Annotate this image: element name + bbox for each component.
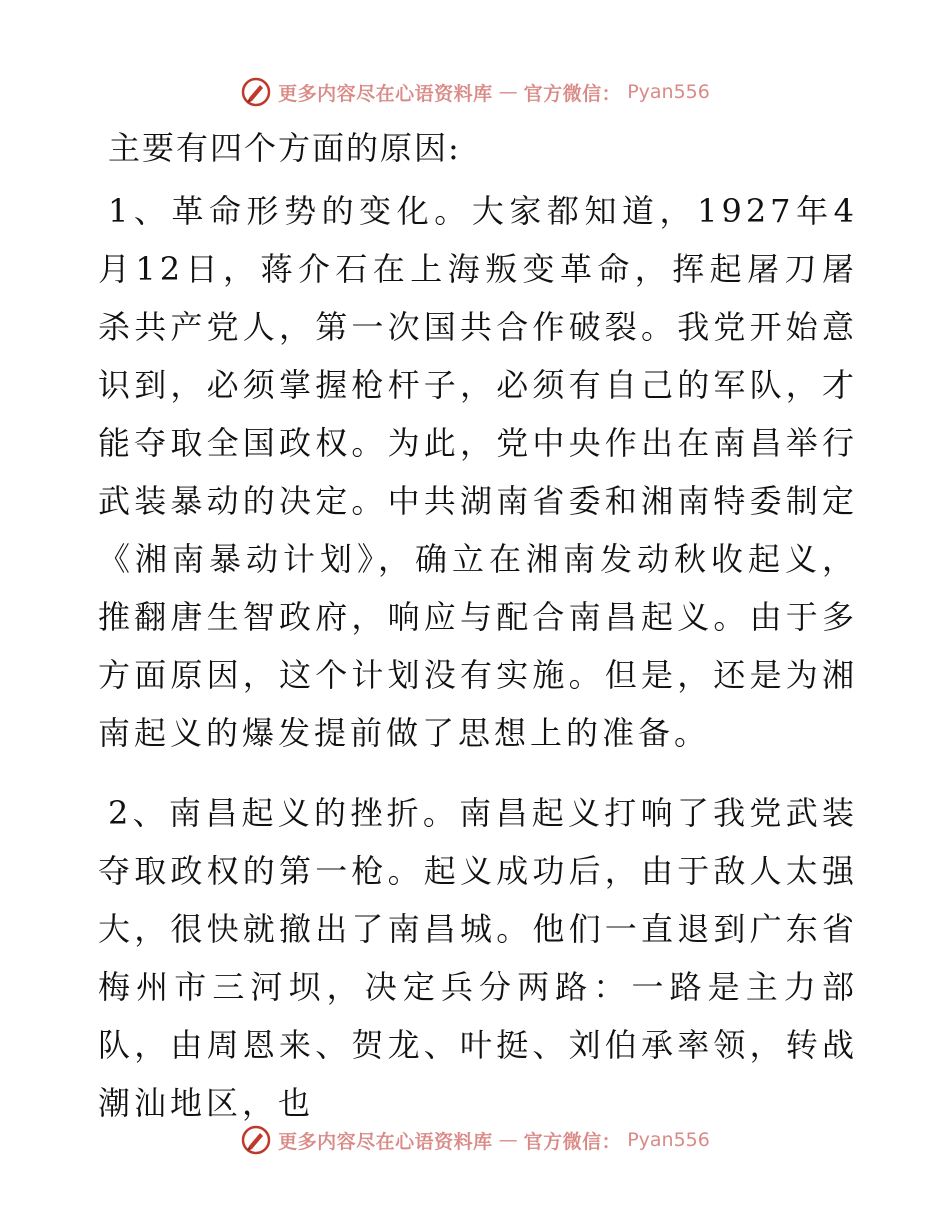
watermark-account-id: Pyan556 (627, 1129, 710, 1151)
watermark-separator: — (498, 1129, 518, 1151)
watermark-separator: — (498, 81, 518, 103)
header-watermark (0, 72, 950, 112)
footer-watermark (0, 1120, 950, 1160)
document-heading: 主要有四个方面的原因: (108, 129, 461, 167)
watermark-site-text: 更多内容尽在心语资料库 (278, 1130, 493, 1153)
watermark-site-text: 更多内容尽在心语资料库 (278, 82, 493, 105)
watermark-account-label: 官方微信： (523, 1130, 622, 1153)
pen-logo-icon (240, 1124, 272, 1156)
watermark-account-id: Pyan556 (627, 81, 710, 103)
watermark-account-label: 官方微信： (523, 82, 622, 105)
document-body (98, 122, 858, 1154)
paragraph-1: 1、革命形势的变化。大家都知道，1927年4月12日，蒋介石在上海叛变革命，挥起屠刀屠杀共产党人，第一次国共合作破裂。我党开始意识到，必须掌握枪杆子，必须有自己的军队，才能夺取全国政权。为此，党中央作出在南昌举行武装暴动的决定。中共湖南省委和湘南特委制定《湘南暴动计划》，确立在湘南发动秋收起义，推翻唐生智政府，响应与配合南昌起义。由于多方面原因，这个计划没有实施。但是，还是为湘南起义的爆发提前做了思想上的准备。 (98, 192, 858, 752)
paragraph-2: 2、南昌起义的挫折。南昌起义打响了我党武装夺取政权的第一枪。起义成功后，由于敌人太强大，很快就撤出了南昌城。他们一直退到广东省梅州市三河坝，决定兵分两路：一路是主力部队，由周恩来、贺龙、叶挺、刘伯承率领，转战潮汕地区，也 (98, 794, 858, 1122)
pen-logo-icon (240, 76, 272, 108)
